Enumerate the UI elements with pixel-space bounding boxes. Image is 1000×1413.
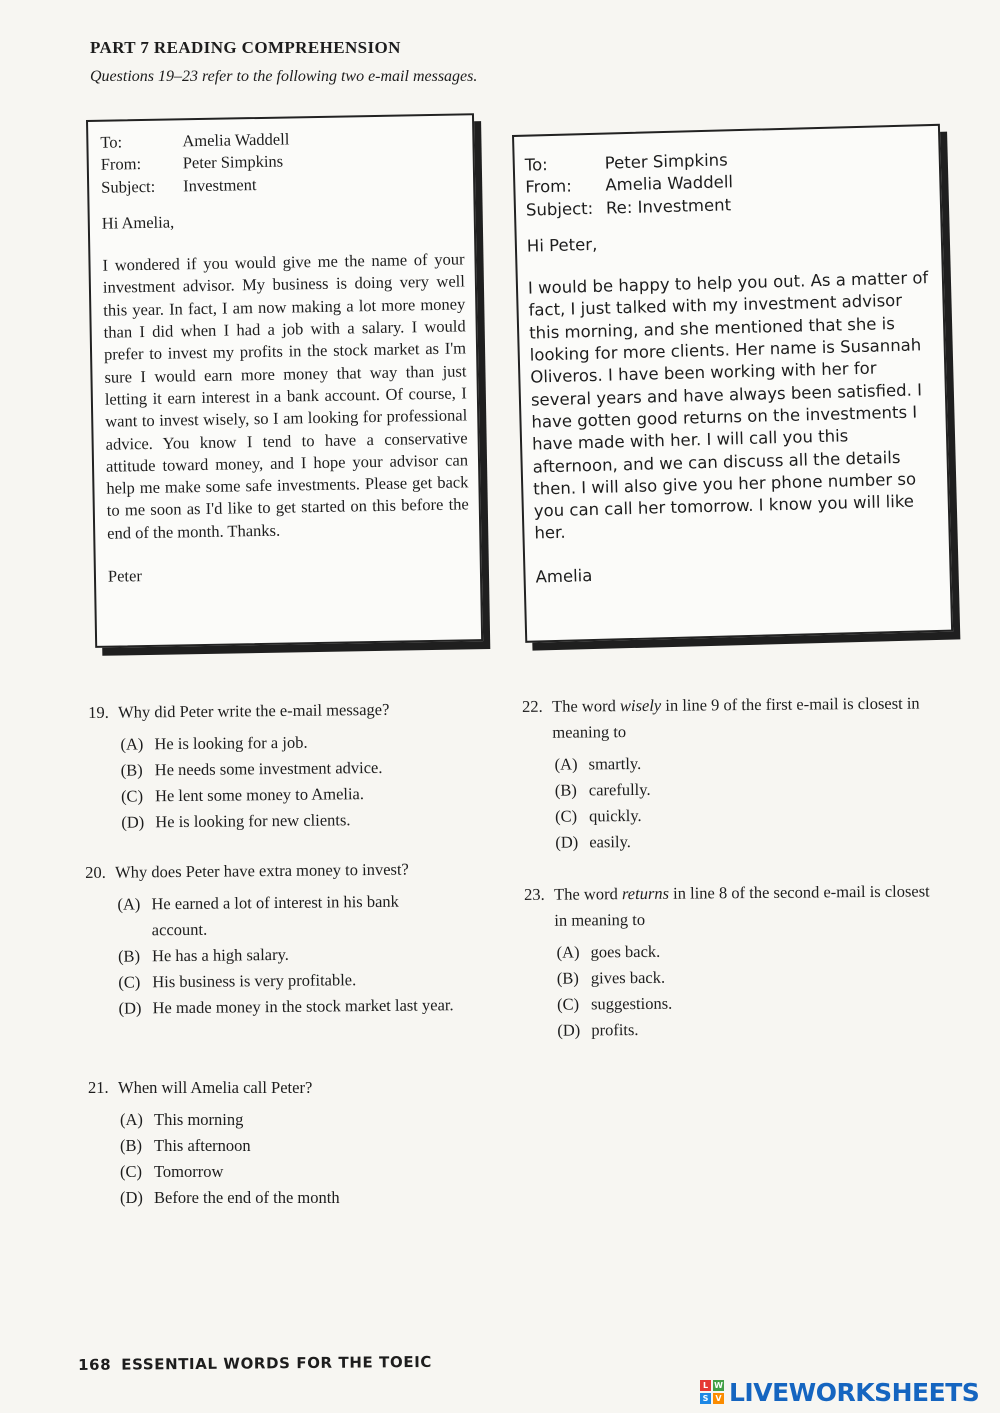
question-text: Why did Peter write the e-mail message? (118, 699, 390, 722)
question-stem (522, 690, 932, 746)
email-from-label: From: (525, 176, 573, 197)
question-stem (88, 1075, 498, 1101)
option-letter: (C) (118, 972, 141, 992)
answer-option-c[interactable] (121, 780, 499, 810)
option-text: He needs some investment advice. (154, 757, 383, 780)
email-from-value: Peter Simpkins (182, 151, 284, 173)
option-letter: (A) (120, 1110, 143, 1129)
question-number: 19. (88, 702, 109, 722)
email-subject-label: Subject: (101, 176, 156, 197)
option-text: This morning (154, 1110, 244, 1129)
email-message-1 (86, 113, 483, 648)
answer-option-d[interactable] (120, 1185, 498, 1211)
option-text: He made money in the stock market last year. (152, 995, 454, 1018)
email-to-label: To: (100, 132, 123, 152)
option-letter: (C) (120, 786, 144, 806)
option-letter: (C) (556, 994, 580, 1014)
option-text: carefully. (588, 779, 651, 800)
option-letter: (A) (556, 942, 580, 962)
option-letter: (D) (121, 812, 145, 832)
option-letter: (B) (556, 968, 579, 988)
answer-option-b[interactable] (555, 774, 933, 803)
section-title: PART 7 READING COMPREHENSION (90, 38, 401, 57)
email-to-label: To: (524, 155, 548, 175)
question-19 (88, 696, 499, 836)
answer-option-d[interactable] (555, 826, 933, 855)
email-from-value: Amelia Waddell (605, 172, 734, 195)
option-letter: (B) (117, 946, 141, 966)
question-keyword: returns (621, 883, 670, 904)
answer-option-b[interactable] (118, 940, 496, 970)
answer-option-b[interactable] (121, 754, 499, 784)
option-text: easily. (589, 832, 631, 852)
option-text: Before the end of the month (154, 1188, 340, 1207)
option-letter: (C) (120, 1162, 142, 1181)
question-number: 23. (524, 884, 545, 904)
option-text: He lent some money to Amelia. (154, 784, 365, 806)
question-text: Why does Peter have extra money to invest? (115, 859, 409, 882)
option-letter: (D) (557, 1020, 581, 1040)
option-letter: (D) (555, 832, 579, 852)
option-letter: (B) (554, 780, 577, 800)
question-text: The word returns in line 8 of the second e-mail is closest in meaning to (554, 881, 930, 930)
email-signature: Amelia (535, 565, 593, 587)
answer-option-d[interactable] (557, 1014, 945, 1043)
email-subject-value: Re: Investment (605, 194, 732, 218)
option-text: He is looking for a job. (154, 732, 308, 754)
email-subject-value: Investment (182, 174, 257, 195)
answer-option-c[interactable] (118, 966, 496, 996)
email-to-value: Peter Simpkins (604, 150, 728, 173)
answer-option-a[interactable] (555, 748, 933, 777)
option-text: goes back. (590, 941, 661, 962)
email-greeting: Hi Peter, (526, 234, 598, 256)
option-text: This afternoon (154, 1136, 251, 1155)
option-text: profits. (591, 1020, 639, 1040)
option-text: He earned a lot of interest in his bank account. (151, 891, 399, 940)
page-footer (78, 1353, 432, 1374)
option-letter: (A) (117, 894, 141, 914)
question-number: 22. (522, 696, 543, 716)
watermark-text: LIVEWORKSHEETS (729, 1377, 980, 1407)
email-message-2 (512, 124, 953, 643)
email-greeting: Hi Amelia, (101, 212, 175, 233)
answer-option-d[interactable] (121, 806, 499, 836)
option-letter: (C) (554, 806, 578, 826)
email-to-value: Amelia Waddell (182, 129, 290, 151)
question-keyword: wisely (619, 695, 662, 716)
option-text: gives back. (590, 967, 666, 988)
questions-intro: Questions 19–23 refer to the following two e-mail messages. (90, 68, 478, 85)
liveworksheets-logo-icon: L W S V (700, 1380, 724, 1404)
answer-option-c[interactable] (555, 800, 933, 829)
answer-option-c[interactable] (120, 1159, 498, 1185)
option-letter: (A) (120, 734, 144, 754)
answer-option-d[interactable] (118, 992, 496, 1022)
page-number: 168 (78, 1355, 112, 1374)
question-22 (522, 690, 933, 856)
question-number: 20. (85, 862, 106, 882)
option-text: quickly. (588, 805, 642, 826)
option-letter: (A) (554, 754, 578, 774)
option-text: suggestions. (590, 993, 673, 1014)
question-number: 21. (88, 1078, 109, 1097)
option-text: He is looking for new clients. (155, 810, 351, 832)
option-letter: (D) (120, 1188, 143, 1207)
book-title: ESSENTIAL WORDS FOR THE TOEIC (121, 1352, 433, 1374)
email-signature: Peter (107, 566, 143, 586)
option-text: Tomorrow (154, 1162, 224, 1181)
option-text: He has a high salary. (151, 944, 289, 966)
answer-option-a[interactable] (120, 1107, 498, 1133)
option-text: His business is very profitable. (152, 970, 357, 992)
answer-option-c[interactable] (557, 988, 945, 1017)
question-text: The word wisely in line 9 of the first e-mail is closest in meaning to (552, 693, 920, 742)
answer-option-b[interactable] (120, 1133, 498, 1159)
answer-option-a[interactable] (117, 888, 496, 944)
answer-option-a[interactable] (557, 936, 945, 965)
option-letter: (B) (120, 760, 143, 780)
option-text: smartly. (588, 753, 642, 774)
answer-option-b[interactable] (557, 962, 945, 991)
email-from-label: From: (100, 154, 142, 175)
question-20 (85, 856, 497, 1022)
email-body: I would be happy to help you out. As a matter of fact, I just talked with my investment advisor this morning, and she mentioned that she is looking for more clients. Her name is Susannah Oliveros. I have been working with her for several years and have always been satisfied. I have gotten good returns on the investments I have made with her. I will call you this afternoon, and we can discuss all the details then. I will also give you her phone number so you can call her tomorrow. I know you will like her. (527, 268, 929, 543)
question-21 (88, 1075, 498, 1211)
option-letter: (D) (118, 998, 142, 1018)
answer-option-a[interactable] (120, 728, 498, 758)
email-subject-label: Subject: (525, 198, 594, 220)
option-letter: (B) (120, 1136, 142, 1155)
question-stem (524, 878, 944, 934)
question-23 (524, 878, 945, 1044)
email-body: I wondered if you would give me the name of your investment advisor. My business is doing very well this year. In fact, I am now making a lot more money than I did when I had a job with a salary. I would prefer to invest my profits in the stock market as I'm sure I would earn more money that way than just letting it earn interest in a bank account. Of course, I want to invest wisely, so I am looking for professional advice. You know I tend to have a conservative attitude toward money, and I hope your advisor can help me make some safe investments. Please get back to me soon as I'd like to get started on this before the end of the month. Thanks. (102, 249, 469, 543)
question-text: When will Amelia call Peter? (118, 1078, 313, 1097)
liveworksheets-watermark (700, 1377, 979, 1407)
